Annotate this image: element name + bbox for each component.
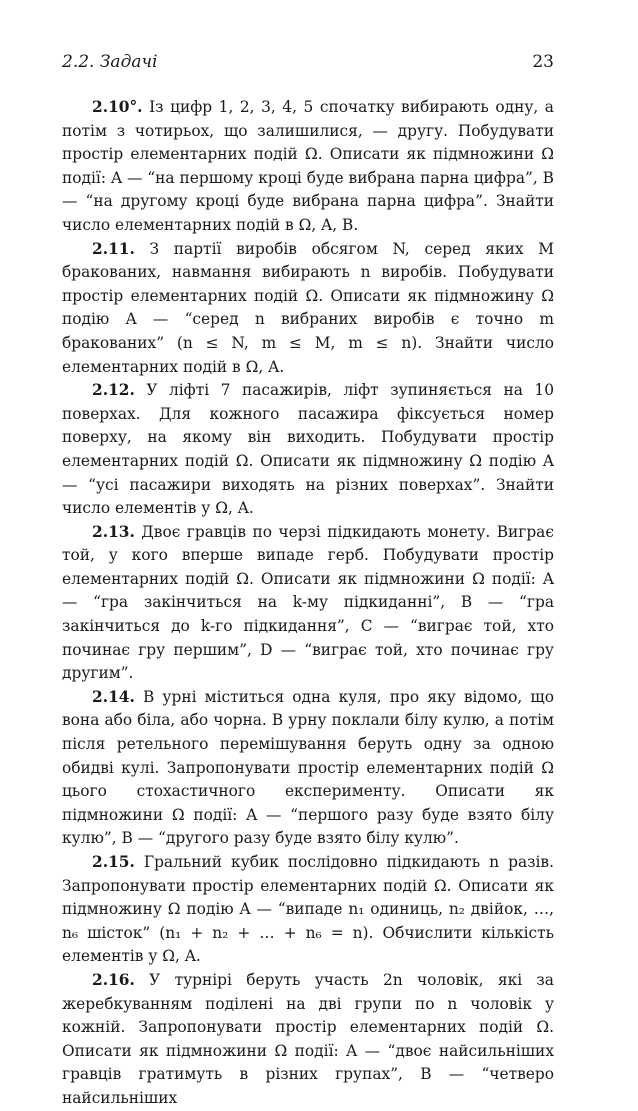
- problem-number: 2.10°.: [92, 98, 143, 116]
- problem-text: Гральний кубик послідовно підкидають n разів. Запропонувати простір елементарних подій Ω. Описати як підмножину Ω подію A — “випаде n₁ одиниць, n₂ двійок, …, n₆ шісток” (n₁ + n₂ + … + n₆ = n). Обчислити кількість елементів у Ω, A.: [62, 853, 554, 966]
- problem-text: В урні міститься одна куля, про яку відомо, що вона або біла, або чорна. В урну поклали білу кулю, а потім після ретельного перемішування беруть одну за одною обидві кулі. Запропонувати простір елементарних подій Ω цього стохастичного експерименту. Описати як підмножини Ω події: A — “першого разу буде взято білу кулю”, B — “другого разу буде взято білу кулю”.: [62, 687, 554, 848]
- running-header: [62, 52, 554, 76]
- problem-text: Двоє гравців по черзі підкидають монету. Виграє той, у кого вперше випаде герб. Побудувати простір елементарних подій Ω. Описати як підмножини Ω події: A — “гра закінчиться на k-му підкиданні”, B — “гра закінчиться до k-го підкидання”, C — “виграє той, хто починає гру першим”, D — “виграє той, хто починає гру другим”.: [62, 522, 554, 683]
- problem-number: 2.12.: [92, 381, 135, 400]
- page-number: 23: [532, 52, 554, 72]
- problem-number: 2.15.: [92, 853, 135, 871]
- problem-2-15: [62, 851, 554, 969]
- problem-2-13: [62, 521, 554, 686]
- problem-2-12: [62, 379, 554, 521]
- problem-text: З партії виробів обсягом N, серед яких M бракованих, навмання вибирають n виробів. Побудувати простір елементарних подій Ω. Описати як підмножину Ω подію A — “серед n вибраних виробів є точно m бракованих” (n ≤ N, m ≤ M, m ≤ n). Знайти число елементарних подій в Ω, A.: [62, 239, 554, 376]
- problem-number: 2.11.: [92, 239, 135, 258]
- problem-number: 2.16.: [92, 970, 135, 989]
- problem-2-10: [62, 96, 554, 238]
- problem-2-14: [62, 686, 554, 851]
- problem-text: У ліфті 7 пасажирів, ліфт зупиняється на 10 поверхах. Для кожного пасажира фіксується номер поверху, на якому він виходить. Побудувати простір елементарних подій Ω. Описати як підмножину Ω подію A — “усі пасажири виходять на різних поверхах”. Знайти число елементів у Ω, A.: [62, 381, 554, 518]
- problem-number: 2.13.: [92, 522, 135, 541]
- page-body: [62, 96, 554, 1111]
- problem-2-16: [62, 969, 554, 1111]
- problem-text: У турнірі беруть участь 2n чоловік, які за жеребкуванням поділені на дві групи по n чоловік у кожній. Запропонувати простір елементарних подій Ω. Описати як підмножини Ω події: A — “двоє найсильніших гравців гратимуть в різних групах”, B — “четверо найсильніших: [62, 970, 554, 1107]
- problem-2-11: [62, 238, 554, 380]
- problem-number: 2.14.: [92, 687, 135, 706]
- problem-text: Із цифр 1, 2, 3, 4, 5 спочатку вибирають одну, а потім з чотирьох, що залишилися, — другу. Побудувати простір елементарних подій Ω. Описати як підмножини Ω події: A — “на першому кроці буде вибрана парна цифра”, B — “на другому кроці буде вибрана парна цифра”. Знайти число елементарних подій в Ω, A, B.: [62, 98, 554, 234]
- section-title: 2.2. Задачі: [62, 52, 158, 72]
